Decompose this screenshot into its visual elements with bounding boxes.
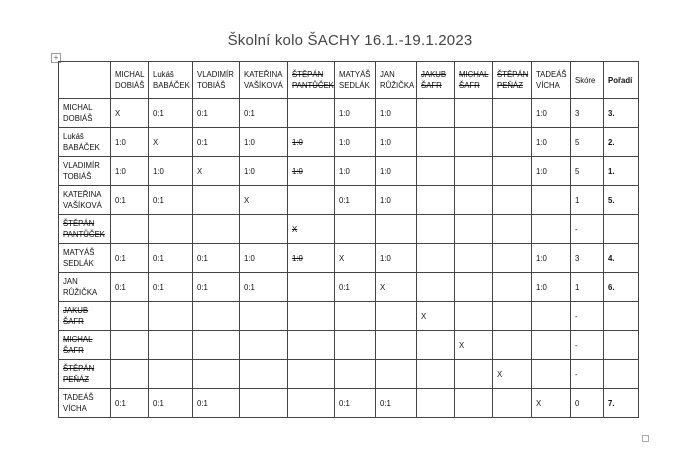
result-cell[interactable] bbox=[493, 157, 532, 186]
result-cell[interactable]: 0:1 bbox=[240, 273, 288, 302]
column-header-line2: BABÁČEK bbox=[153, 81, 190, 90]
result-cell[interactable]: 1:0 bbox=[335, 99, 376, 128]
row-header-line2: RŮŽIČKA bbox=[63, 288, 98, 297]
result-cell[interactable]: 0:1 bbox=[193, 128, 240, 157]
table-row bbox=[59, 360, 639, 389]
result-cell[interactable] bbox=[288, 360, 335, 389]
column-header[interactable] bbox=[335, 62, 376, 99]
row-header[interactable] bbox=[59, 215, 111, 244]
result-cell[interactable] bbox=[417, 186, 455, 215]
column-header-line1: MICHAL bbox=[459, 70, 489, 79]
table-row bbox=[59, 215, 639, 244]
result-cell[interactable] bbox=[288, 331, 335, 360]
row-header[interactable] bbox=[59, 273, 111, 302]
result-cell[interactable] bbox=[376, 331, 417, 360]
column-header[interactable] bbox=[240, 62, 288, 99]
row-header-line1: JAKUB bbox=[63, 306, 89, 315]
column-header-line1: JAKUB bbox=[421, 70, 447, 79]
result-cell[interactable]: 0:1 bbox=[193, 99, 240, 128]
result-cell[interactable] bbox=[455, 128, 493, 157]
result-cell[interactable]: 0:1 bbox=[111, 186, 149, 215]
score-header[interactable]: Skóre bbox=[571, 62, 604, 99]
result-cell[interactable] bbox=[493, 99, 532, 128]
result-cell[interactable] bbox=[240, 331, 288, 360]
score-cell[interactable]: 3 bbox=[571, 244, 604, 273]
result-cell[interactable]: 1:0 bbox=[532, 99, 571, 128]
row-header[interactable] bbox=[59, 360, 111, 389]
result-cell[interactable]: 1:0 bbox=[532, 157, 571, 186]
result-cell[interactable]: 1:0 bbox=[532, 244, 571, 273]
result-cell[interactable]: X bbox=[376, 273, 417, 302]
table-row bbox=[59, 128, 639, 157]
result-cell[interactable] bbox=[335, 360, 376, 389]
table-row bbox=[59, 244, 639, 273]
result-cell[interactable]: 1:0 bbox=[335, 128, 376, 157]
score-cell[interactable]: 0 bbox=[571, 389, 604, 418]
result-cell[interactable]: 1:0 bbox=[335, 157, 376, 186]
result-cell[interactable]: X bbox=[417, 302, 455, 331]
row-header[interactable] bbox=[59, 331, 111, 360]
row-header-line2: ŠAFR bbox=[63, 317, 84, 326]
result-cell[interactable]: 1:0 bbox=[288, 157, 335, 186]
row-header-line2: SEDLÁK bbox=[63, 259, 94, 268]
column-header-line2: RŮŽIČKA bbox=[380, 81, 415, 90]
rank-cell[interactable]: 2. bbox=[604, 128, 639, 157]
result-cell[interactable] bbox=[111, 302, 149, 331]
row-header[interactable] bbox=[59, 186, 111, 215]
result-cell[interactable]: 0:1 bbox=[149, 273, 193, 302]
result-cell[interactable]: 1:0 bbox=[376, 186, 417, 215]
result-cell[interactable]: 0:1 bbox=[335, 186, 376, 215]
rank-cell[interactable]: 3. bbox=[604, 99, 639, 128]
result-cell[interactable] bbox=[455, 99, 493, 128]
result-cell[interactable] bbox=[335, 331, 376, 360]
result-cell[interactable]: 0:1 bbox=[111, 273, 149, 302]
row-header-line2: VÍCHA bbox=[63, 404, 87, 413]
result-cell[interactable] bbox=[288, 186, 335, 215]
result-cell[interactable] bbox=[193, 331, 240, 360]
column-header[interactable] bbox=[493, 62, 532, 99]
table-move-handle-icon[interactable]: + bbox=[51, 53, 61, 63]
row-header[interactable] bbox=[59, 157, 111, 186]
column-header[interactable] bbox=[193, 62, 240, 99]
score-cell[interactable]: 3 bbox=[571, 99, 604, 128]
result-cell[interactable] bbox=[532, 360, 571, 389]
result-cell[interactable] bbox=[455, 186, 493, 215]
result-cell[interactable]: 1:0 bbox=[111, 128, 149, 157]
rank-cell[interactable]: 6. bbox=[604, 273, 639, 302]
result-cell[interactable]: 1:0 bbox=[376, 128, 417, 157]
table-row bbox=[59, 302, 639, 331]
result-cell[interactable] bbox=[493, 244, 532, 273]
result-cell[interactable] bbox=[240, 360, 288, 389]
table-resize-handle[interactable] bbox=[642, 435, 649, 442]
column-header[interactable] bbox=[376, 62, 417, 99]
results-table bbox=[58, 61, 639, 418]
column-header[interactable] bbox=[532, 62, 571, 99]
result-cell[interactable]: X bbox=[455, 331, 493, 360]
result-cell[interactable] bbox=[455, 273, 493, 302]
row-header-line2: VAŠÍKOVÁ bbox=[63, 201, 102, 210]
result-cell[interactable] bbox=[149, 360, 193, 389]
result-cell[interactable] bbox=[417, 360, 455, 389]
table-row bbox=[59, 157, 639, 186]
result-cell[interactable] bbox=[335, 302, 376, 331]
row-header-line1: ŠTĚPÁN bbox=[63, 364, 95, 373]
column-header-line1: MICHAL bbox=[115, 70, 145, 79]
column-header-line1: VLADIMÍR bbox=[197, 70, 234, 79]
result-cell[interactable]: 1:0 bbox=[532, 128, 571, 157]
result-cell[interactable] bbox=[193, 215, 240, 244]
result-cell[interactable]: 1:0 bbox=[240, 157, 288, 186]
row-header-line1: MICHAL bbox=[63, 335, 93, 344]
column-header-line2: PEŇÁZ bbox=[497, 81, 523, 90]
result-cell[interactable]: 1:0 bbox=[240, 128, 288, 157]
result-cell[interactable] bbox=[193, 186, 240, 215]
result-cell[interactable] bbox=[493, 215, 532, 244]
result-cell[interactable]: 0:1 bbox=[335, 273, 376, 302]
column-header-line1: ŠTĚPÁN bbox=[497, 70, 529, 79]
column-header-line1: JAN bbox=[380, 70, 395, 79]
row-header-line2: TOBIÁŠ bbox=[63, 172, 92, 181]
result-cell[interactable]: X bbox=[149, 128, 193, 157]
column-header-line1: ŠTĚPÁN bbox=[292, 70, 324, 79]
column-header-line2: ŠAFR bbox=[421, 81, 442, 90]
result-cell[interactable]: X bbox=[240, 186, 288, 215]
header-row bbox=[59, 62, 639, 99]
row-header-line1: Lukáš bbox=[63, 132, 84, 141]
column-header-line2: VÍCHA bbox=[536, 81, 560, 90]
row-header-line2: ŠAFR bbox=[63, 346, 84, 355]
rank-cell[interactable]: 1. bbox=[604, 157, 639, 186]
result-cell[interactable]: 0:1 bbox=[193, 244, 240, 273]
result-cell[interactable]: 0:1 bbox=[149, 99, 193, 128]
column-header[interactable] bbox=[455, 62, 493, 99]
column-header-line2: TOBIÁŠ bbox=[197, 81, 226, 90]
result-cell[interactable] bbox=[417, 273, 455, 302]
result-cell[interactable] bbox=[288, 99, 335, 128]
result-cell[interactable] bbox=[455, 215, 493, 244]
result-cell[interactable]: 0:1 bbox=[149, 389, 193, 418]
result-cell[interactable]: 0:1 bbox=[111, 244, 149, 273]
result-cell[interactable] bbox=[493, 273, 532, 302]
result-cell[interactable] bbox=[417, 157, 455, 186]
corner-cell[interactable] bbox=[59, 62, 111, 99]
result-cell[interactable] bbox=[532, 331, 571, 360]
result-cell[interactable] bbox=[493, 128, 532, 157]
result-cell[interactable] bbox=[240, 215, 288, 244]
result-cell[interactable] bbox=[376, 360, 417, 389]
result-cell[interactable]: X bbox=[111, 99, 149, 128]
result-cell[interactable]: X bbox=[532, 389, 571, 418]
result-cell[interactable]: 1:0 bbox=[376, 157, 417, 186]
score-cell[interactable]: - bbox=[571, 215, 604, 244]
result-cell[interactable]: 0:1 bbox=[335, 389, 376, 418]
row-header-line2: PEŇÁZ bbox=[63, 375, 89, 384]
column-header-line1: KATEŘINA bbox=[244, 70, 283, 79]
result-cell[interactable] bbox=[417, 244, 455, 273]
result-cell[interactable] bbox=[417, 215, 455, 244]
result-cell[interactable] bbox=[376, 302, 417, 331]
column-header-line1: TADEÁŠ bbox=[536, 70, 567, 79]
score-cell[interactable]: 1 bbox=[571, 186, 604, 215]
result-cell[interactable] bbox=[288, 302, 335, 331]
result-cell[interactable] bbox=[376, 215, 417, 244]
rank-cell[interactable]: 4. bbox=[604, 244, 639, 273]
result-cell[interactable] bbox=[193, 302, 240, 331]
result-cell[interactable] bbox=[240, 389, 288, 418]
result-cell[interactable]: 1:0 bbox=[376, 99, 417, 128]
result-cell[interactable]: 1:0 bbox=[288, 244, 335, 273]
column-header[interactable] bbox=[417, 62, 455, 99]
row-header-line2: BABÁČEK bbox=[63, 143, 100, 152]
score-cell[interactable]: 1 bbox=[571, 273, 604, 302]
score-cell[interactable]: - bbox=[571, 360, 604, 389]
result-cell[interactable] bbox=[111, 360, 149, 389]
result-cell[interactable]: X bbox=[335, 244, 376, 273]
page-title: Školní kolo ŠACHY 16.1.-19.1.2023 bbox=[227, 32, 473, 49]
row-header-line1: VLADIMÍR bbox=[63, 161, 100, 170]
result-cell[interactable]: X bbox=[493, 360, 532, 389]
result-cell[interactable] bbox=[455, 302, 493, 331]
row-header[interactable] bbox=[59, 302, 111, 331]
result-cell[interactable]: 1:0 bbox=[532, 273, 571, 302]
result-cell[interactable]: 1:0 bbox=[111, 157, 149, 186]
rank-cell[interactable]: 5. bbox=[604, 186, 639, 215]
result-cell[interactable] bbox=[417, 331, 455, 360]
result-cell[interactable]: 0:1 bbox=[376, 389, 417, 418]
result-cell[interactable]: 0:1 bbox=[193, 389, 240, 418]
result-cell[interactable]: 0:1 bbox=[149, 186, 193, 215]
result-cell[interactable] bbox=[493, 389, 532, 418]
row-header-line1: KATEŘINA bbox=[63, 190, 102, 199]
column-header[interactable] bbox=[288, 62, 335, 99]
result-cell[interactable] bbox=[417, 389, 455, 418]
column-header[interactable] bbox=[149, 62, 193, 99]
result-cell[interactable] bbox=[111, 331, 149, 360]
result-cell[interactable] bbox=[532, 215, 571, 244]
row-header-line1: ŠTĚPÁN bbox=[63, 219, 95, 228]
column-header[interactable] bbox=[111, 62, 149, 99]
result-cell[interactable]: 1:0 bbox=[376, 244, 417, 273]
column-header-line2: SEDLÁK bbox=[339, 81, 370, 90]
row-header[interactable] bbox=[59, 244, 111, 273]
result-cell[interactable]: 1:0 bbox=[149, 157, 193, 186]
result-cell[interactable] bbox=[335, 215, 376, 244]
result-cell[interactable] bbox=[455, 360, 493, 389]
row-header-line2: PANTŮČEK bbox=[63, 230, 105, 239]
rank-cell[interactable] bbox=[604, 302, 639, 331]
result-cell[interactable] bbox=[149, 215, 193, 244]
row-header-line1: MICHAL bbox=[63, 103, 93, 112]
result-cell[interactable] bbox=[493, 186, 532, 215]
result-cell[interactable]: X bbox=[288, 215, 335, 244]
result-cell[interactable]: 1:0 bbox=[288, 128, 335, 157]
result-cell[interactable] bbox=[417, 99, 455, 128]
result-cell[interactable] bbox=[493, 331, 532, 360]
result-cell[interactable] bbox=[288, 389, 335, 418]
rank-cell[interactable] bbox=[604, 360, 639, 389]
row-header[interactable] bbox=[59, 389, 111, 418]
result-cell[interactable] bbox=[493, 302, 532, 331]
result-cell[interactable]: 0:1 bbox=[240, 99, 288, 128]
row-header[interactable] bbox=[59, 128, 111, 157]
column-header-line2: VAŠÍKOVÁ bbox=[244, 81, 283, 90]
column-header-line2: DOBIÁŠ bbox=[115, 81, 145, 90]
score-cell[interactable]: 5 bbox=[571, 157, 604, 186]
score-cell[interactable]: - bbox=[571, 331, 604, 360]
result-cell[interactable] bbox=[149, 302, 193, 331]
table-row bbox=[59, 331, 639, 360]
result-cell[interactable] bbox=[455, 157, 493, 186]
result-cell[interactable] bbox=[149, 331, 193, 360]
column-header-line2: ŠAFR bbox=[459, 81, 480, 90]
table-row bbox=[59, 273, 639, 302]
score-cell[interactable]: - bbox=[571, 302, 604, 331]
result-cell[interactable]: X bbox=[193, 157, 240, 186]
row-header-line1: TADEÁŠ bbox=[63, 393, 94, 402]
result-cell[interactable]: 0:1 bbox=[111, 389, 149, 418]
row-header-line1: MATYÁŠ bbox=[63, 248, 95, 257]
column-header-line1: MATYÁŠ bbox=[339, 70, 371, 79]
result-cell[interactable] bbox=[288, 273, 335, 302]
rank-cell[interactable] bbox=[604, 331, 639, 360]
rank-cell[interactable]: 7. bbox=[604, 389, 639, 418]
result-cell[interactable] bbox=[455, 244, 493, 273]
table-row bbox=[59, 186, 639, 215]
result-cell[interactable]: 0:1 bbox=[149, 244, 193, 273]
result-cell[interactable]: 1:0 bbox=[240, 244, 288, 273]
table-row bbox=[59, 389, 639, 418]
result-cell[interactable] bbox=[417, 128, 455, 157]
score-cell[interactable]: 5 bbox=[571, 128, 604, 157]
column-header-line2: PANTŮČEK bbox=[292, 81, 334, 90]
result-cell[interactable] bbox=[240, 302, 288, 331]
row-header[interactable] bbox=[59, 99, 111, 128]
result-cell[interactable] bbox=[532, 302, 571, 331]
row-header-line1: JAN bbox=[63, 277, 78, 286]
result-cell[interactable] bbox=[111, 215, 149, 244]
row-header-line2: DOBIÁŠ bbox=[63, 114, 93, 123]
rank-header[interactable]: Pořadí bbox=[604, 62, 639, 99]
result-cell[interactable] bbox=[532, 186, 571, 215]
rank-cell[interactable] bbox=[604, 215, 639, 244]
result-cell[interactable] bbox=[455, 389, 493, 418]
result-cell[interactable]: 0:1 bbox=[193, 273, 240, 302]
result-cell[interactable] bbox=[193, 360, 240, 389]
column-header-line1: Lukáš bbox=[153, 70, 174, 79]
table-row bbox=[59, 99, 639, 128]
